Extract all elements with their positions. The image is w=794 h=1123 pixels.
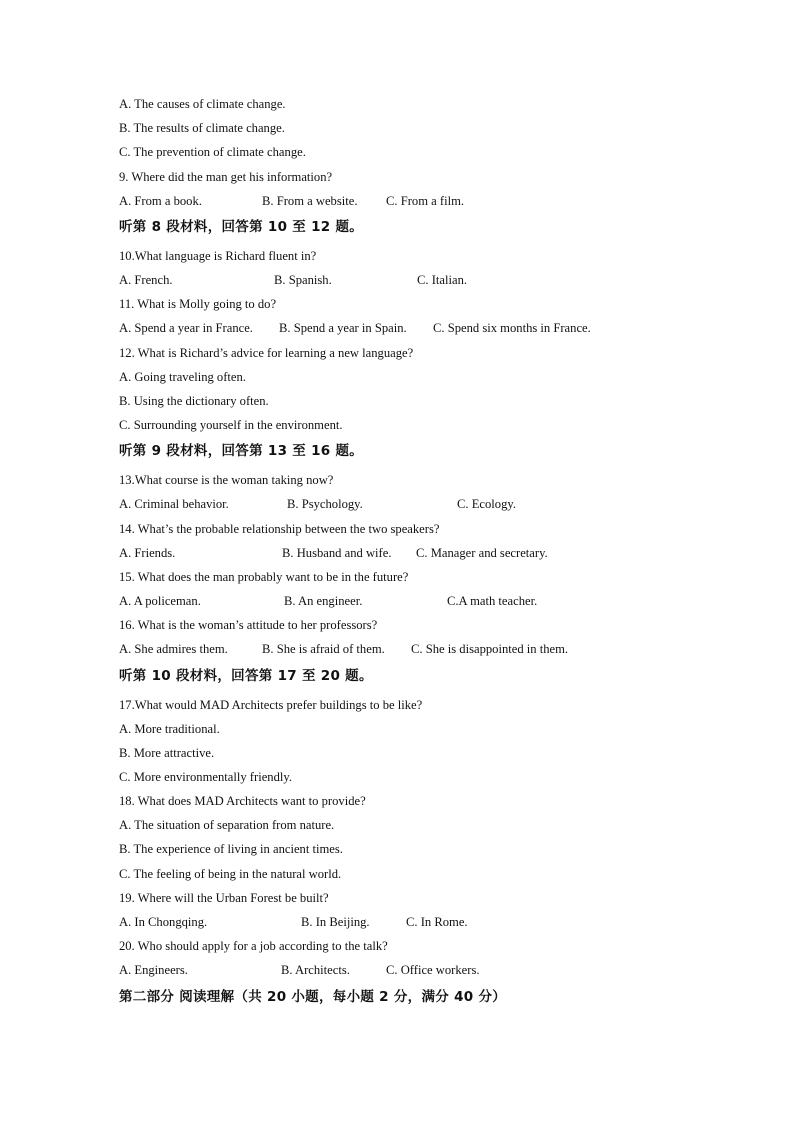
q15-question: 15. What does the man probably want to be in the future? <box>119 570 409 584</box>
q17-option-b: B. More attractive. <box>119 746 215 760</box>
q12-question: 12. What is Richard’s advice for learning a new language? <box>119 346 414 360</box>
q15-option-c: C.A math teacher. <box>447 594 538 608</box>
q16-option-c: C. She is disappointed in them. <box>411 642 569 656</box>
q12-option-a: A. Going traveling often. <box>119 370 246 384</box>
q10-option-a: A. French. <box>119 273 173 287</box>
section-8-heading: 听第 8 段材料，回答第 10 至 12 题。 <box>119 219 364 235</box>
q15-option-b: B. An engineer. <box>284 594 363 608</box>
q11-option-c: C. Spend six months in France. <box>433 321 591 335</box>
q16-option-a: A. She admires them. <box>119 642 228 656</box>
q13-question: 13.What course is the woman taking now? <box>119 473 334 487</box>
part-2-heading: 第二部分 阅读理解（共 20 小题，每小题 2 分，满分 40 分） <box>119 989 507 1005</box>
q17-option-c: C. More environmentally friendly. <box>119 770 293 784</box>
q9-option-c: C. From a film. <box>386 194 465 208</box>
section-10-heading: 听第 10 段材料，回答第 17 至 20 题。 <box>119 668 373 684</box>
q10-question: 10.What language is Richard fluent in? <box>119 249 317 263</box>
q12-option-c: C. Surrounding yourself in the environment. <box>119 418 343 432</box>
q19-question: 19. Where will the Urban Forest be built? <box>119 891 329 905</box>
q15-option-a: A. A policeman. <box>119 594 201 608</box>
q19-option-a: A. In Chongqing. <box>119 915 208 929</box>
q12-option-b: B. Using the dictionary often. <box>119 394 269 408</box>
q13-option-a: A. Criminal behavior. <box>119 497 229 511</box>
q20-option-c: C. Office workers. <box>386 963 480 977</box>
q10-option-c: C. Italian. <box>417 273 468 287</box>
q17-question: 17.What would MAD Architects prefer buildings to be like? <box>119 698 423 712</box>
q19-option-b: B. In Beijing. <box>301 915 370 929</box>
q10-option-b: B. Spanish. <box>274 273 332 287</box>
q18-question: 18. What does MAD Architects want to provide? <box>119 794 366 808</box>
q19-option-c: C. In Rome. <box>406 915 468 929</box>
q20-question: 20. Who should apply for a job according to the talk? <box>119 939 388 953</box>
q11-option-b: B. Spend a year in Spain. <box>279 321 407 335</box>
q14-option-b: B. Husband and wife. <box>282 546 392 560</box>
q9-question: 9. Where did the man get his information? <box>119 170 333 184</box>
q20-option-a: A. Engineers. <box>119 963 188 977</box>
q18-option-a: A. The situation of separation from nature. <box>119 818 335 832</box>
q14-question: 14. What’s the probable relationship between the two speakers? <box>119 522 440 536</box>
q17-option-a: A. More traditional. <box>119 722 220 736</box>
q8-option-a: A. The causes of climate change. <box>119 97 286 111</box>
q16-question: 16. What is the woman’s attitude to her professors? <box>119 618 378 632</box>
q13-option-b: B. Psychology. <box>287 497 363 511</box>
q18-option-b: B. The experience of living in ancient times. <box>119 842 343 856</box>
q11-question: 11. What is Molly going to do? <box>119 297 277 311</box>
q9-option-a: A. From a book. <box>119 194 202 208</box>
q11-option-a: A. Spend a year in France. <box>119 321 253 335</box>
q20-option-b: B. Architects. <box>281 963 350 977</box>
section-9-heading: 听第 9 段材料，回答第 13 至 16 题。 <box>119 443 364 459</box>
q18-option-c: C. The feeling of being in the natural world. <box>119 867 342 881</box>
q14-option-a: A. Friends. <box>119 546 176 560</box>
q8-option-b: B. The results of climate change. <box>119 121 285 135</box>
q14-option-c: C. Manager and secretary. <box>416 546 548 560</box>
q13-option-c: C. Ecology. <box>457 497 516 511</box>
q16-option-b: B. She is afraid of them. <box>262 642 385 656</box>
q9-option-b: B. From a website. <box>262 194 358 208</box>
q8-option-c: C. The prevention of climate change. <box>119 145 306 159</box>
